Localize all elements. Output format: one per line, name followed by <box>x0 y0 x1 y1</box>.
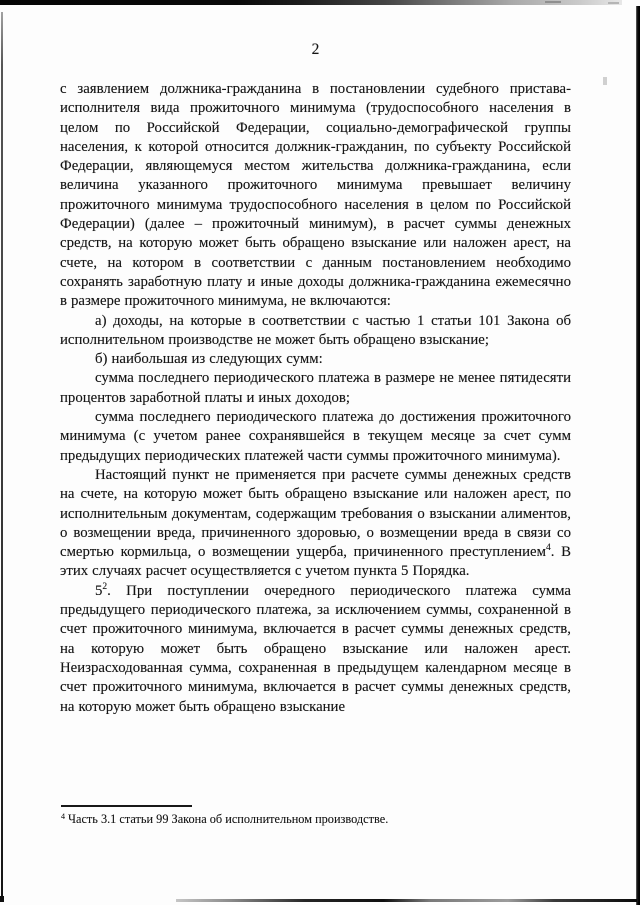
scan-artifact-bottom-edge <box>176 899 637 902</box>
page-number: 2 <box>311 41 320 58</box>
paragraph-exception-text: Настоящий пункт не применяется при расчете суммы денежных средств на счете, на которую может быть обращено взыскание или наложен арест, по исполнительным документам, содержащим требования о взыскании алиментов, о возмещении вреда, причиненного здоровью, о возмещении вреда в связи со смертью кормильца, о возмещении ущерба, причиненного преступлением <box>60 466 571 561</box>
clause-number-superscript: 2 <box>102 581 108 592</box>
scan-artifact-top-dash <box>608 2 619 4</box>
scan-artifact-left-edge <box>1 12 3 896</box>
footnote <box>61 812 572 827</box>
paragraph-clause-5-2-text: . При поступлении очередного периодического платежа сумма предыдущего периодического платежа, за исключением суммы, сохраненной в счет прожиточного минимума, включается в расчет суммы денежных средств, на которую может быть обращено взыскание или наложен арест. Неизрасходованная сумма, сохраненная в предыдущем календарном месяце в счет прожиточного минимума, включается в расчет суммы денежных средств, на которую может быть обращено взыскание <box>60 582 571 715</box>
paragraph-sum-subsistence: сумма последнего периодического платежа до достижения прожиточного минимума (с учетом ранее сохранявшейся в текущем месяце за счет сумм предыдущих периодических платежей части суммы прожиточного минимума). <box>60 409 571 464</box>
scan-artifact-top-dash <box>545 1 561 3</box>
footnote-reference-4: 4 <box>545 543 551 554</box>
scan-artifact-speck <box>603 77 607 85</box>
footnote-text: Часть 3.1 статьи 99 Закона об исполнительном производстве. <box>68 812 389 826</box>
document-body <box>60 80 571 717</box>
paragraph-item-b: б) наибольшая из следующих сумм: <box>95 351 323 368</box>
footnote-separator <box>61 805 192 807</box>
scan-artifact-corner-mark <box>0 896 4 902</box>
paragraph-sum-fifty-percent: сумма последнего периодического платежа в размере не менее пятидесяти процентов заработной платы и иных доходов; <box>60 370 571 406</box>
scan-artifact-right-edge <box>636 6 640 905</box>
clause-number: 5 <box>95 582 103 599</box>
paragraph-continuation: с заявлением должника-гражданина в постановлении судебного пристава-исполнителя вида прожиточного минимума (трудоспособного населения в целом по Российской Федерации, социально-демографической группы населения, к которой относится должник-гражданин, по субъекту Российской Федерации, являющемуся местом жительства должника-гражданина, если величина указанного прожиточного минимума превышает величину прожиточного минимума трудоспособного населения в целом по Российской Федерации) (далее – прожиточный минимум), в расчет суммы денежных средств, на которую может быть обращено взыскание или наложен арест, на счете, на котором в соответствии с данным постановлением необходимо сохранять заработную плату и иные доходы должника-гражданина ежемесячно в размере прожиточного минимума, не включаются: <box>60 81 571 310</box>
footnote-marker: 4 <box>61 812 65 821</box>
paragraph-exception-clause <box>60 466 571 582</box>
paragraph-exception-tail: . В этих случаях расчет осуществляется с учетом пункта 5 Порядка. <box>60 544 571 580</box>
paragraph-clause-5-2 <box>60 582 571 717</box>
scan-artifact-top-edge <box>0 0 622 5</box>
paragraph-item-a: а) доходы, на которые в соответствии с частью 1 статьи 101 Закона об исполнительном производстве не может быть обращено взыскание; <box>60 312 571 348</box>
